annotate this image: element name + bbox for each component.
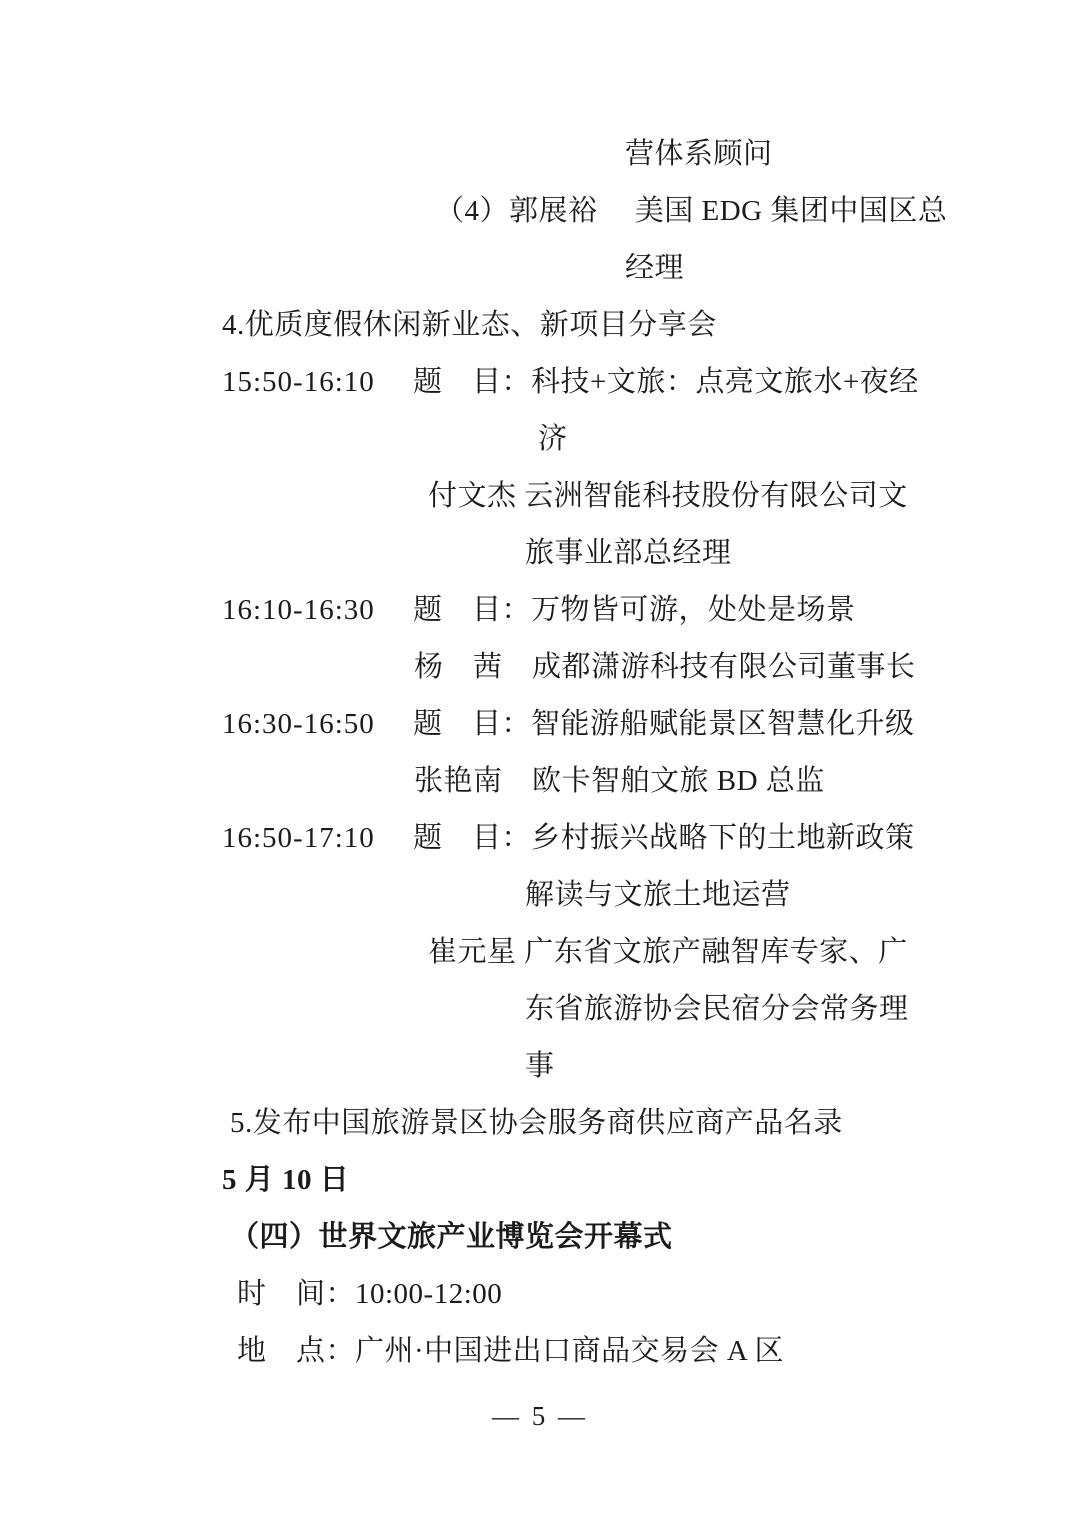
session-time: 15:50-16:10 (222, 366, 375, 398)
speaker-title-continuation (222, 126, 1012, 183)
speaker-entry-zhang-yannan (222, 753, 1012, 810)
topic-continuation (222, 867, 1012, 924)
date-heading (222, 1152, 1012, 1209)
line-text: 付文杰 云洲智能科技股份有限公司文 (428, 480, 908, 512)
session-topic: 题 目：智能游船赋能景区智慧化升级 (413, 708, 915, 740)
line-text: （4）郭展裕 美国 EDG 集团中国区总 (435, 195, 948, 227)
session-row-1550 (222, 354, 1012, 411)
section-4-heading (222, 297, 1012, 354)
session-topic: 题 目：万物皆可游，处处是场景 (413, 594, 856, 626)
line-text: 济 (538, 423, 568, 455)
session-row-1650 (222, 810, 1012, 867)
session-row-1630 (222, 696, 1012, 753)
line-text: 崔元星 广东省文旅产融智库专家、广 (428, 936, 908, 968)
topic-continuation (222, 411, 1012, 468)
line-text: 营体系顾问 (625, 138, 773, 170)
session-time: 16:50-17:10 (222, 822, 375, 854)
line-text: 时 间：10:00-12:00 (237, 1278, 503, 1310)
speaker-title-continuation (222, 1038, 1012, 1095)
page-number: — 5 — (492, 1401, 588, 1431)
line-text: 旅事业部总经理 (525, 537, 732, 569)
session-topic: 题 目：乡村振兴战略下的土地新政策 (413, 822, 915, 854)
session-time: 16:30-16:50 (222, 708, 375, 740)
location-info-line (222, 1323, 1012, 1380)
line-text: 张艳南 欧卡智舶文旅 BD 总监 (414, 765, 825, 797)
speaker-entry-cui-yuanxing (222, 924, 1012, 981)
session-time: 16:10-16:30 (222, 594, 375, 626)
speaker-title-continuation (222, 525, 1012, 582)
line-text: 东省旅游协会民宿分会常务理 (525, 993, 909, 1025)
line-text: 4.优质度假休闲新业态、新项目分享会 (222, 309, 717, 341)
speaker-title-continuation (222, 981, 1012, 1038)
speaker-title-continuation (222, 240, 1012, 297)
agenda-content (222, 126, 1012, 1380)
line-text: 5.发布中国旅游景区协会服务商供应商产品名录 (230, 1107, 843, 1139)
line-text: 5 月 10 日 (222, 1164, 350, 1196)
section-5-heading (222, 1095, 1012, 1152)
section-heading-opening-ceremony (222, 1209, 1012, 1266)
line-text: 解读与文旅土地运营 (525, 879, 791, 911)
speaker-entry-fu-wenjie (222, 468, 1012, 525)
line-text: 地 点：广州·中国进出口商品交易会 A 区 (237, 1335, 785, 1367)
speaker-entry-yang-qian (222, 639, 1012, 696)
line-text: 杨 茜 成都潇游科技有限公司董事长 (414, 651, 916, 683)
session-topic: 题 目：科技+文旅：点亮文旅水+夜经 (413, 366, 919, 398)
speaker-entry-guo-zhanyu (222, 183, 1012, 240)
line-text: （四）世界文旅产业博览会开幕式 (230, 1221, 673, 1253)
time-info-line (222, 1266, 1012, 1323)
line-text: 经理 (625, 252, 685, 284)
line-text: 事 (525, 1050, 555, 1082)
session-row-1610 (222, 582, 1012, 639)
